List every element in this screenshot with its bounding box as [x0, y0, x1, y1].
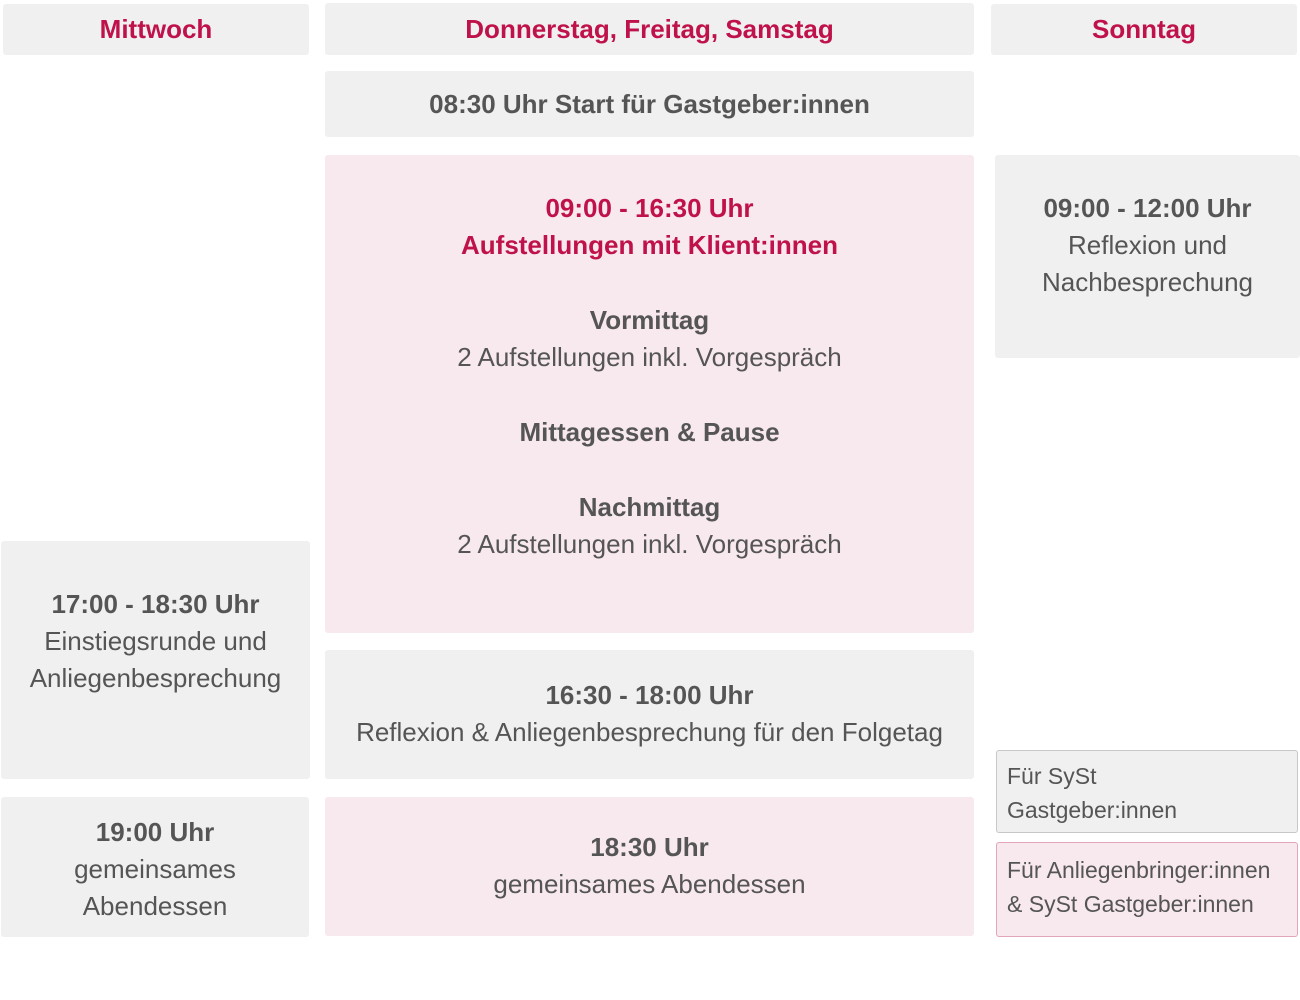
- host-start-text: 08:30 Uhr Start für Gastgeber:innen: [429, 88, 870, 119]
- legend-all-line2: & SySt Gastgeber:innen: [1007, 891, 1254, 917]
- reflection-time: 16:30 - 18:00 Uhr: [545, 680, 754, 710]
- main-session-title: Aufstellungen mit Klient:innen: [461, 230, 838, 260]
- wednesday-intro-line1: Einstiegsrunde und: [44, 626, 267, 656]
- main-session-time: 09:00 - 16:30 Uhr: [545, 193, 754, 223]
- wednesday-intro-block: [1, 541, 310, 779]
- morning-desc: 2 Aufstellungen inkl. Vorgespräch: [457, 342, 842, 372]
- main-session-block: [325, 155, 974, 633]
- legend-hosts-line2: Gastgeber:innen: [1007, 797, 1178, 823]
- wednesday-intro-time: 17:00 - 18:30 Uhr: [51, 589, 260, 619]
- legend-hosts: [996, 750, 1298, 833]
- legend-all-line1: Für Anliegenbringer:innen: [1007, 857, 1271, 883]
- header-thu-fri-sat: [325, 3, 974, 55]
- header-wednesday-label: Mittwoch: [99, 14, 213, 44]
- header-sunday-label: Sonntag: [1092, 14, 1196, 44]
- sunday-session-line1: Reflexion und: [1068, 230, 1227, 260]
- legend-hosts-line1: Für SySt: [1007, 763, 1097, 789]
- sunday-session-line2: Nachbesprechung: [1041, 267, 1254, 297]
- sunday-session-time: 09:00 - 12:00 Uhr: [1043, 193, 1252, 223]
- reflection-desc: Reflexion & Anliegenbesprechung für den Folgetag: [356, 717, 943, 747]
- legend-all: [996, 842, 1298, 937]
- dinner-block: [325, 797, 974, 936]
- wednesday-dinner-line2: Abendessen: [82, 891, 228, 921]
- lunch-label: Mittagessen & Pause: [519, 417, 780, 447]
- dinner-desc: gemeinsames Abendessen: [493, 869, 806, 899]
- wednesday-dinner-time: 19:00 Uhr: [95, 817, 215, 847]
- sunday-session-block: [995, 155, 1300, 358]
- header-sunday: [991, 4, 1297, 55]
- wednesday-dinner-block: [1, 797, 309, 937]
- reflection-block: [325, 650, 974, 779]
- dinner-time: 18:30 Uhr: [590, 832, 709, 862]
- wednesday-intro-line2: Anliegenbesprechung: [29, 663, 282, 693]
- morning-title: Vormittag: [589, 305, 710, 335]
- header-wednesday: [3, 4, 309, 55]
- header-thu-fri-sat-label: Donnerstag, Freitag, Samstag: [465, 13, 834, 44]
- host-start-block: [325, 71, 974, 137]
- afternoon-desc: 2 Aufstellungen inkl. Vorgespräch: [457, 529, 842, 559]
- afternoon-title: Nachmittag: [578, 492, 721, 522]
- wednesday-dinner-line1: gemeinsames: [74, 854, 236, 884]
